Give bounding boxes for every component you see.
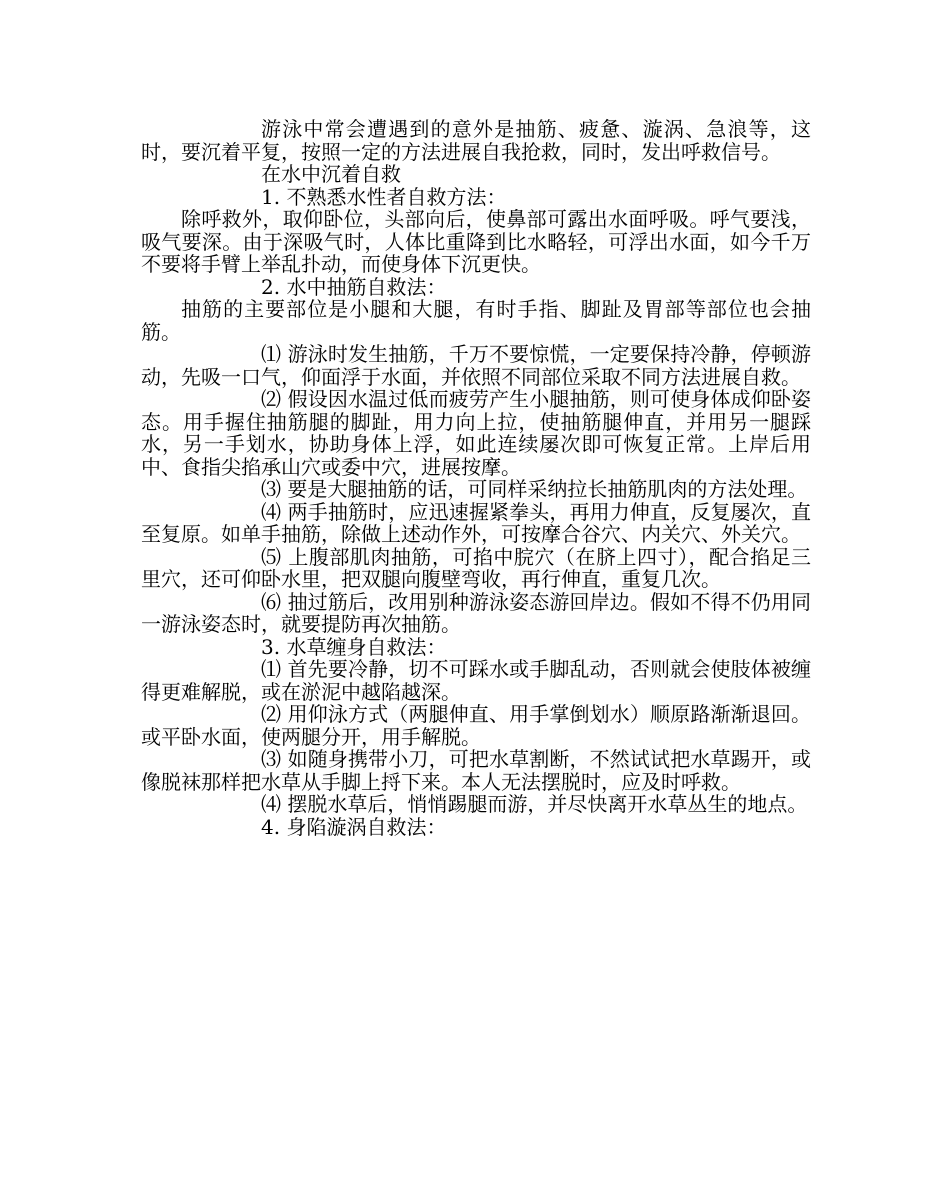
section-heading: 在水中沉着自救 <box>261 162 401 186</box>
document-body <box>141 118 811 838</box>
list-item: ⑴ 游泳时发生抽筋，千万不要惊慌，一定要保持冷静，停顿游动，先吸一口气，仰面浮于水面，并依照不同部位采取不同方法进展自救。 <box>141 342 811 389</box>
list-item: ⑶ 要是大腿抽筋的话，可同样采纳拉长抽筋肌肉的方法处理。 <box>261 477 808 501</box>
list-item: ⑵ 假设因水温过低而疲劳产生小腿抽筋，则可使身体成仰卧姿态。用手握住抽筋腿的脚趾，用力向上拉，使抽筋腿伸直，并用另一腿踩水，另一手划水，协助身体上浮，如此连续屡次即可恢复正常。上岸后用中、食指尖掐承山穴或委中穴，进展按摩。 <box>141 387 811 479</box>
intro-paragraph: 游泳中常会遭遇到的意外是抽筋、疲惫、漩涡、急浪等，这时，要沉着平复，按照一定的方法进展自我抢救，同时，发出呼救信号。 <box>141 117 811 164</box>
list-item: ⑸ 上腹部肌肉抽筋，可掐中脘穴（在脐上四寸），配合掐足三里穴，还可仰卧水里，把双腿向腹壁弯收，再行伸直，重复几次。 <box>141 544 811 591</box>
list-item: ⑴ 首先要冷静，切不可踩水或手脚乱动，否则就会使肢体被缠得更难解脱，或在淤泥中越陷越深。 <box>141 657 811 704</box>
list-item: ⑷ 两手抽筋时，应迅速握紧拳头，再用力伸直，反复屡次，直至复原。如单手抽筋，除做上述动作外，可按摩合谷穴、内关穴、外关穴。 <box>141 499 811 546</box>
body-paragraph: 抽筋的主要部位是小腿和大腿，有时手指、脚趾及胃部等部位也会抽筋。 <box>141 297 811 344</box>
subheading-1: 1. 不熟悉水性者自救方法： <box>261 184 507 209</box>
subheading-2: 2. 水中抽筋自救法： <box>261 274 447 299</box>
body-paragraph: 除呼救外，取仰卧位，头部向后，使鼻部可露出水面呼吸。呼气要浅，吸气要深。由于深吸气时，人体比重降到比水略轻，可浮出水面，如今千万不要将手臂上举乱扑动，而使身体下沉更快。 <box>141 207 811 276</box>
subheading-4: 4. 身陷漩涡自救法： <box>261 814 447 839</box>
list-item: ⑵ 用仰泳方式（两腿伸直、用手掌倒划水）顺原路渐渐退回。或平卧水面，使两腿分开，用手解脱。 <box>141 702 811 749</box>
list-item: ⑷ 摆脱水草后，悄悄踢腿而游，并尽快离开水草丛生的地点。 <box>261 792 808 816</box>
list-item: ⑶ 如随身携带小刀，可把水草割断，不然试试把水草踢开，或像脱袜那样把水草从手脚上捋下来。本人无法摆脱时，应及时呼救。 <box>141 747 811 794</box>
subheading-3: 3. 水草缠身自救法： <box>261 634 447 659</box>
list-item: ⑹ 抽过筋后，改用别种游泳姿态游回岸边。假如不得不仍用同一游泳姿态时，就要提防再次抽筋。 <box>141 589 811 636</box>
